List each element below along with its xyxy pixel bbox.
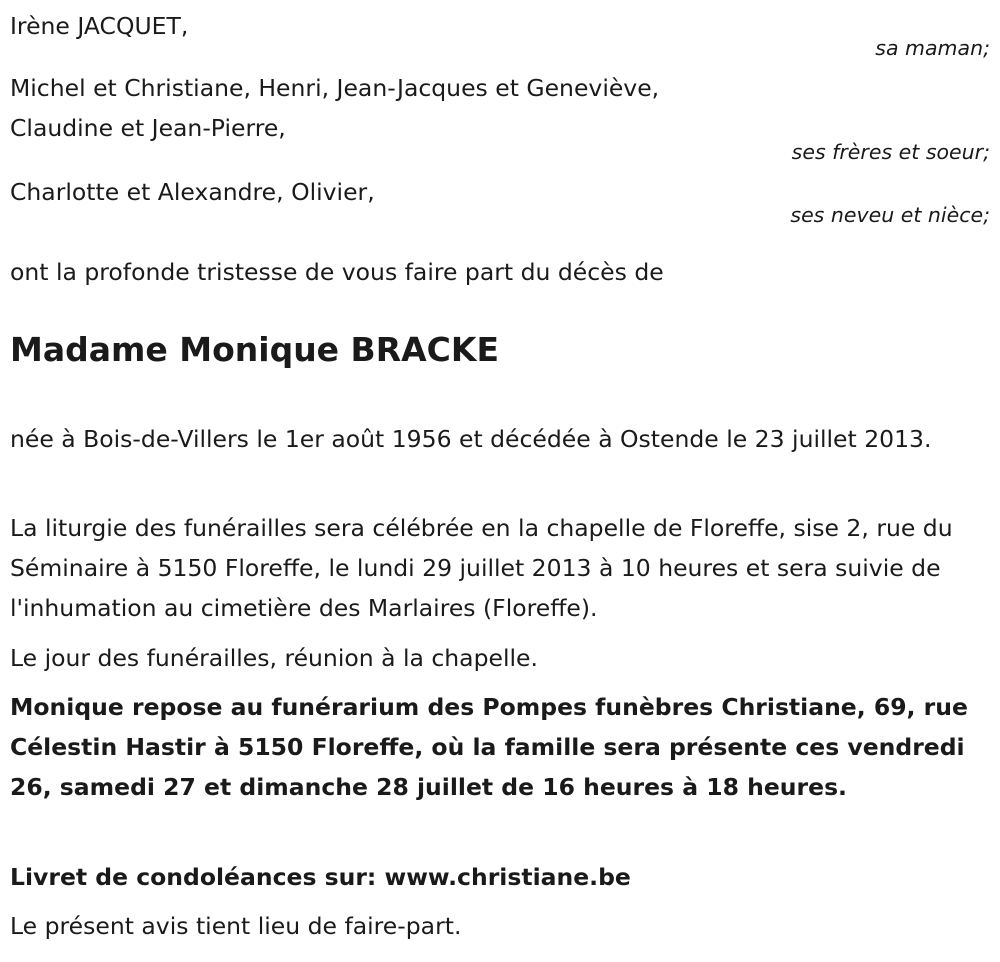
nephews-role: ses neveu et nièce; xyxy=(790,203,990,227)
funerarium-paragraph: Monique repose au funérarium des Pompes funèbres Christiane, 69, rue Célestin Hastir à 5150 Floreffe, où la famille sera présente ces vendredi 26, samedi 27 et dimanche 28 juillet de 16 heures à 18 heures. xyxy=(10,693,968,801)
announcement-text: ont la profonde tristesse de vous faire part du décès de xyxy=(10,258,664,286)
mother-role: sa maman; xyxy=(875,36,990,60)
reunion-paragraph: Le jour des funérailles, réunion à la chapelle. xyxy=(10,644,538,672)
notice-paragraph: Le présent avis tient lieu de faire-part. xyxy=(10,912,462,940)
liturgy-paragraph: La liturgie des funérailles sera célébrée en la chapelle de Floreffe, sise 2, rue du Séminaire à 5150 Floreffe, le lundi 29 juillet 2013 à 10 heures et sera suivie de l'inhumation au cimetière des Marlaires (Floreffe). xyxy=(10,514,953,622)
siblings-role: ses frères et soeur; xyxy=(791,140,990,164)
siblings-line-2: Claudine et Jean-Pierre, xyxy=(10,114,286,142)
siblings-line-1: Michel et Christiane, Henri, Jean-Jacques et Geneviève, xyxy=(10,74,660,102)
nephews-line: Charlotte et Alexandre, Olivier, xyxy=(10,178,375,206)
mother-name: Irène JACQUET, xyxy=(10,12,189,40)
deceased-name: Madame Monique BRACKE xyxy=(10,330,499,369)
birth-death-paragraph: née à Bois-de-Villers le 1er août 1956 et décédée à Ostende le 23 juillet 2013. xyxy=(10,425,932,453)
condolences-paragraph: Livret de condoléances sur: www.christiane.be xyxy=(10,863,631,891)
